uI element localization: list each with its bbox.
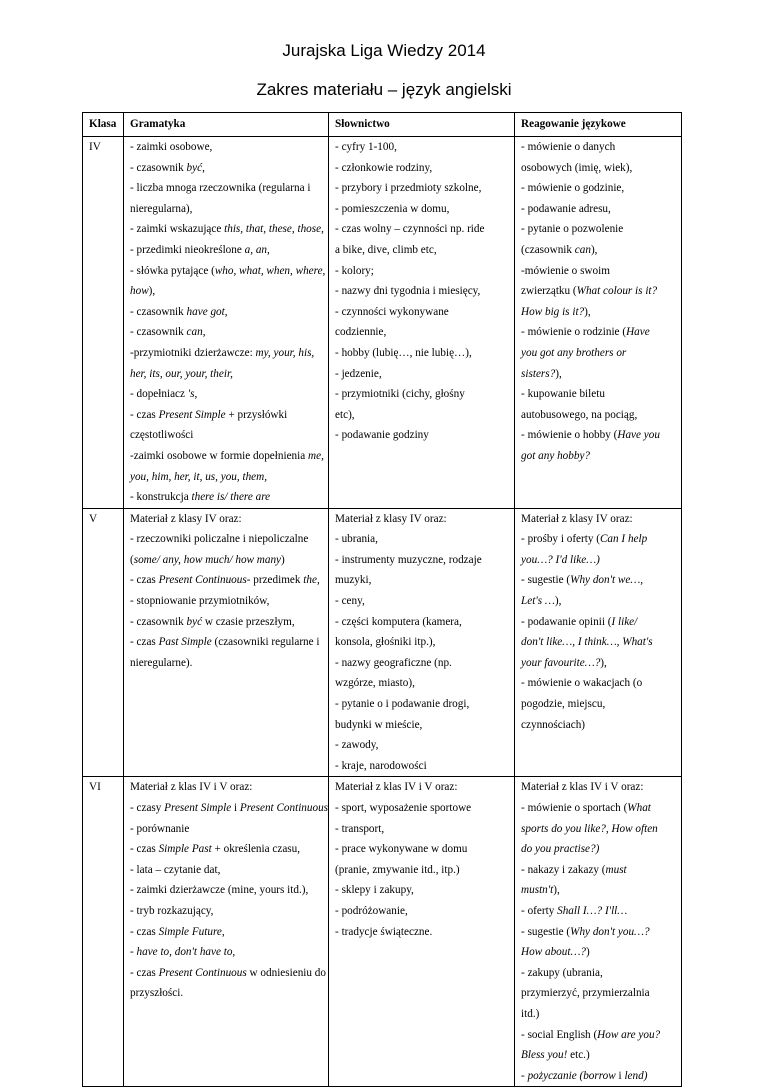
cell-line: - czas wolny – czynności np. ride <box>335 223 485 236</box>
cell-line: Let's …), <box>521 595 562 608</box>
cell-line: - lata – czytanie dat, <box>130 863 221 876</box>
cell-line: How big is it?), <box>521 305 591 318</box>
cell-line: mustn't), <box>521 884 560 897</box>
cell-line: how), <box>130 285 156 298</box>
cell-line: itd.) <box>521 1007 540 1020</box>
cell-line: - pytanie o pozwolenie <box>521 223 624 236</box>
cell-line: nieregularne). <box>130 656 193 669</box>
cell-line: - nakazy i zakazy (must <box>521 863 627 876</box>
reagowanie-cell <box>515 508 682 777</box>
cell-line: - czasownik być w czasie przeszłym, <box>130 615 295 628</box>
cell-line: you got any brothers or <box>521 346 627 359</box>
cell-line: -mówienie o swoim <box>521 264 610 277</box>
cell-line: -przymiotniki dzierżawcze: my, your, his, <box>130 346 315 359</box>
cell-line: got any hobby? <box>521 449 591 462</box>
cell-line: - mówienie o hobby (Have you <box>521 429 660 442</box>
cell-line: Materiał z klasy IV oraz: <box>130 512 242 525</box>
cell-line: przymierzyć, przymierzalnia <box>521 987 650 1000</box>
slownictwo-cell <box>329 137 515 509</box>
cell-line: - zakupy (ubrania, <box>521 966 603 979</box>
cell-line: - konstrukcja there is/ there are <box>130 491 271 504</box>
cell-line: codziennie, <box>335 326 387 339</box>
slownictwo-cell <box>329 777 515 1087</box>
cell-line: - sugestie (Why don't we…, <box>521 574 644 587</box>
cell-line: - zaimki dzierżawcze (mine, yours itd.), <box>130 884 309 897</box>
cell-line: a bike, dive, climb etc, <box>335 243 437 256</box>
cell-line: - przymiotniki (cichy, głośny <box>335 388 465 401</box>
cell-line: her, its, our, your, their, <box>130 367 233 380</box>
klasa-label: V <box>89 512 98 525</box>
cell-line: you, him, her, it, us, you, them, <box>130 470 268 483</box>
cell-line: - sport, wyposażenie sportowe <box>335 802 472 814</box>
cell-line: konsola, głośniki itp.), <box>335 636 436 649</box>
table-header-row <box>83 113 682 137</box>
cell-line: - sklepy i zakupy, <box>335 884 414 897</box>
cell-line: - czas Present Continuous- przedimek the, <box>130 574 320 587</box>
cell-line: - podawanie godziny <box>335 429 429 442</box>
curriculum-table <box>82 112 682 1087</box>
cell-line: - social English (How are you? <box>521 1028 661 1041</box>
cell-line: (some/ any, how much/ how many) <box>130 553 285 566</box>
col-header-klasa: Klasa <box>83 113 124 137</box>
cell-line: don't like…, I think…, What's <box>521 636 653 649</box>
cell-line: - tradycje świąteczne. <box>335 925 433 938</box>
cell-line: - mówienie o sportach (What <box>521 802 651 814</box>
klasa-label: IV <box>89 141 101 153</box>
cell-line: - have to, don't have to, <box>130 946 236 959</box>
cell-line: Materiał z klas IV i V oraz: <box>521 781 644 794</box>
table-row <box>83 777 682 1087</box>
cell-line: - czasownik have got, <box>130 305 228 318</box>
cell-line: - podawanie adresu, <box>521 202 611 215</box>
cell-line: - pożyczanie (borrow i lend) <box>521 1069 648 1082</box>
cell-line: - cyfry 1-100, <box>335 141 397 153</box>
cell-line: - zaimki osobowe, <box>130 141 213 153</box>
cell-line: - czasownik być, <box>130 161 205 174</box>
cell-line: - słówka pytające (who, what, when, where, <box>130 264 326 277</box>
cell-line: Materiał z klas IV i V oraz: <box>130 781 253 794</box>
cell-line: - pytanie o i podawanie drogi, <box>335 698 470 711</box>
cell-line: - przybory i przedmioty szkolne, <box>335 182 482 195</box>
slownictwo-cell <box>329 508 515 777</box>
klasa-cell <box>83 508 124 777</box>
cell-line: - czas Present Simple + przysłówki <box>130 408 288 421</box>
cell-line: - hobby (lubię…, nie lubię…), <box>335 346 472 359</box>
klasa-cell <box>83 137 124 509</box>
col-header-slownictwo: Słownictwo <box>329 113 515 137</box>
cell-line: zwierzątku (What colour is it? <box>521 285 658 298</box>
cell-line: - członkowie rodziny, <box>335 161 433 174</box>
cell-line: - czas Present Continuous w odniesieniu do <box>130 966 326 979</box>
reagowanie-cell <box>515 777 682 1087</box>
cell-line: przyszłości. <box>130 987 184 1000</box>
cell-line: - ubrania, <box>335 533 378 546</box>
cell-line: - mówienie o rodzinie (Have <box>521 326 650 339</box>
cell-line: do you practise?) <box>521 843 600 856</box>
gramatyka-cell <box>124 137 329 509</box>
cell-line: - czas Simple Past + określenia czasu, <box>130 843 301 856</box>
cell-line: nieregularna), <box>130 202 193 215</box>
cell-line: (czasownik can), <box>521 243 598 256</box>
cell-line: budynki w mieście, <box>335 718 423 731</box>
gramatyka-cell <box>124 508 329 777</box>
cell-line: (pranie, zmywanie itd., itp.) <box>335 863 460 876</box>
document-subtitle: Zakres materiału – język angielski <box>256 80 512 99</box>
cell-line: sports do you like?, How often <box>521 822 658 835</box>
cell-line: - czynności wykonywane <box>335 305 449 318</box>
cell-line: czynnościach) <box>521 718 586 731</box>
cell-line: - tryb rozkazujący, <box>130 904 214 917</box>
cell-line: - porównanie <box>130 822 190 835</box>
cell-line: etc), <box>335 408 355 421</box>
cell-line: muzyki, <box>335 574 372 587</box>
klasa-cell <box>83 777 124 1087</box>
cell-line: - nazwy geograficzne (np. <box>335 656 452 669</box>
table-row <box>83 137 682 509</box>
klasa-label: VI <box>89 781 101 794</box>
cell-line: - ceny, <box>335 595 365 608</box>
cell-line: pogodzie, miejscu, <box>521 698 606 711</box>
cell-line: wzgórze, miasto), <box>335 677 415 690</box>
cell-line: - przedimki nieokreślone a, an, <box>130 243 270 256</box>
cell-line: How about…?) <box>521 946 590 959</box>
cell-line: Materiał z klasy IV oraz: <box>521 512 633 525</box>
cell-line: - czas Past Simple (czasowniki regularne i <box>130 636 320 649</box>
cell-line: - zaimki wskazujące this, that, these, those, <box>130 223 324 236</box>
cell-line: your favourite…?), <box>521 656 607 669</box>
cell-line: - kraje, narodowości <box>335 759 427 772</box>
cell-line: - dopełniacz 's, <box>130 388 198 401</box>
cell-line: - liczba mnoga rzeczownika (regularna i <box>130 182 311 195</box>
cell-line: - transport, <box>335 822 385 835</box>
cell-line: - części komputera (kamera, <box>335 615 462 628</box>
cell-line: - mówienie o wakacjach (o <box>521 677 643 690</box>
cell-line: Materiał z klas IV i V oraz: <box>335 781 458 794</box>
reagowanie-cell <box>515 137 682 509</box>
cell-line: - czasownik can, <box>130 326 206 339</box>
table-row <box>83 508 682 777</box>
cell-line: osobowych (imię, wiek), <box>521 161 633 174</box>
cell-line: Bless you! etc.) <box>521 1049 590 1062</box>
cell-line: - sugestie (Why don't you…? <box>521 925 650 938</box>
cell-line: - instrumenty muzyczne, rodzaje <box>335 553 482 566</box>
cell-line: częstotliwości <box>130 429 194 442</box>
cell-line: - prace wykonywane w domu <box>335 843 468 856</box>
cell-line: - mówienie o danych <box>521 141 616 153</box>
col-header-gramatyka: Gramatyka <box>124 113 329 137</box>
cell-line: you…? I'd like…) <box>521 553 600 566</box>
cell-line: autobusowego, na pociąg, <box>521 408 638 421</box>
gramatyka-cell <box>124 777 329 1087</box>
cell-line: - jedzenie, <box>335 367 382 380</box>
cell-line: - podróżowanie, <box>335 904 408 917</box>
cell-line: sisters?), <box>521 367 562 380</box>
cell-line: - czasy Present Simple i Present Continuous <box>130 802 329 814</box>
cell-line: Materiał z klasy IV oraz: <box>335 512 447 525</box>
cell-line: - czas Simple Future, <box>130 925 225 938</box>
document-title: Jurajska Liga Wiedzy 2014 <box>282 41 486 60</box>
cell-line: -zaimki osobowe w formie dopełnienia me, <box>130 449 324 462</box>
cell-line: - rzeczowniki policzalne i niepoliczalne <box>130 533 309 546</box>
cell-line: - stopniowanie przymiotników, <box>130 595 270 608</box>
cell-line: - kupowanie biletu <box>521 388 605 401</box>
cell-line: - kolory; <box>335 264 374 277</box>
cell-line: - podawanie opinii (I like/ <box>521 615 638 628</box>
col-header-reagowanie: Reagowanie językowe <box>515 113 682 137</box>
cell-line: - oferty Shall I…? I'll… <box>521 904 628 917</box>
cell-line: - nazwy dni tygodnia i miesięcy, <box>335 285 481 298</box>
cell-line: - zawody, <box>335 739 379 752</box>
cell-line: - prośby i oferty (Can I help <box>521 533 648 546</box>
cell-line: - mówienie o godzinie, <box>521 182 625 195</box>
cell-line: - pomieszczenia w domu, <box>335 202 450 215</box>
